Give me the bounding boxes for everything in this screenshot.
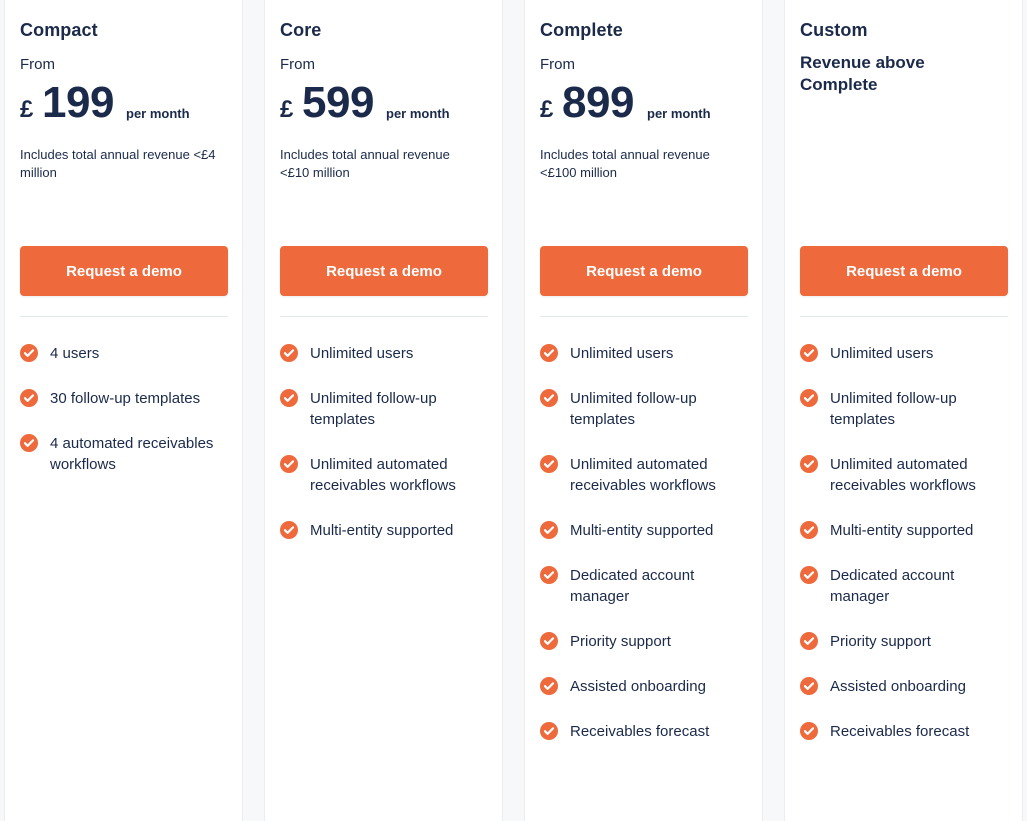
request-demo-button[interactable]: Request a demo — [540, 246, 748, 296]
plan-name: Complete — [540, 20, 623, 40]
divider — [20, 316, 228, 317]
check-circle-icon — [540, 566, 558, 584]
feature-label: Multi-entity supported — [830, 522, 974, 539]
feature-item — [800, 565, 1000, 607]
divider — [540, 316, 748, 317]
from-label: From — [20, 56, 55, 73]
price-period: per month — [647, 106, 711, 121]
price-amount: 599 — [302, 78, 374, 127]
revenue-note: Includes total annual revenue <£4 million — [20, 147, 216, 180]
feature-label: Multi-entity supported — [570, 522, 714, 539]
feature-item — [20, 433, 220, 475]
plan-subtitle: Revenue above Complete — [800, 53, 925, 94]
feature-label: Unlimited automated receivables workflows — [310, 456, 456, 494]
check-circle-icon — [540, 521, 558, 539]
request-demo-button[interactable]: Request a demo — [800, 246, 1008, 296]
feature-label: Unlimited follow-up templates — [310, 390, 437, 428]
price-amount: 899 — [562, 78, 634, 127]
check-circle-icon — [280, 521, 298, 539]
feature-item — [800, 454, 1000, 496]
currency-symbol: £ — [20, 96, 34, 123]
divider — [280, 316, 488, 317]
feature-item — [540, 676, 740, 697]
currency-symbol: £ — [280, 96, 294, 123]
currency-symbol: £ — [540, 96, 554, 123]
check-circle-icon — [540, 677, 558, 695]
check-circle-icon — [280, 455, 298, 473]
feature-label: Receivables forecast — [830, 723, 970, 740]
price-period: per month — [126, 106, 190, 121]
plan-name: Compact — [20, 20, 98, 40]
check-circle-icon — [800, 722, 818, 740]
feature-item — [540, 721, 740, 742]
feature-item — [280, 520, 480, 541]
plan-name: Custom — [800, 20, 868, 40]
feature-label: Priority support — [570, 633, 671, 650]
feature-label: Assisted onboarding — [570, 678, 706, 695]
check-circle-icon — [280, 389, 298, 407]
plan-card-core — [264, 0, 503, 821]
feature-label: Unlimited users — [570, 345, 674, 362]
feature-label: Unlimited follow-up templates — [570, 390, 697, 428]
feature-label: Unlimited follow-up templates — [830, 390, 957, 428]
feature-item — [800, 721, 1000, 742]
plan-name: Core — [280, 20, 322, 40]
feature-label: 4 automated receivables workflows — [50, 435, 214, 473]
check-circle-icon — [540, 344, 558, 362]
feature-item — [540, 343, 740, 364]
check-circle-icon — [800, 389, 818, 407]
plan-card-custom — [784, 0, 1023, 821]
feature-item — [20, 343, 220, 364]
feature-item — [800, 631, 1000, 652]
feature-label: Unlimited users — [310, 345, 414, 362]
feature-label: Receivables forecast — [570, 723, 710, 740]
feature-item — [280, 388, 480, 430]
feature-item — [280, 454, 480, 496]
check-circle-icon — [800, 632, 818, 650]
divider — [800, 316, 1008, 317]
feature-item — [800, 388, 1000, 430]
request-demo-button[interactable]: Request a demo — [20, 246, 228, 296]
feature-item — [800, 520, 1000, 541]
feature-item — [540, 388, 740, 430]
check-circle-icon — [20, 389, 38, 407]
feature-item — [20, 388, 220, 409]
feature-item — [540, 631, 740, 652]
check-circle-icon — [800, 521, 818, 539]
feature-item — [540, 520, 740, 541]
feature-label: Multi-entity supported — [310, 522, 454, 539]
feature-label: Assisted onboarding — [830, 678, 966, 695]
check-circle-icon — [540, 632, 558, 650]
check-circle-icon — [20, 344, 38, 362]
check-circle-icon — [800, 677, 818, 695]
check-circle-icon — [20, 434, 38, 452]
feature-item — [540, 565, 740, 607]
feature-label: Unlimited automated receivables workflows — [830, 456, 976, 494]
revenue-note: Includes total annual revenue <£10 million — [280, 147, 450, 180]
feature-label: Unlimited automated receivables workflows — [570, 456, 716, 494]
feature-item — [800, 343, 1000, 364]
feature-item — [800, 676, 1000, 697]
check-circle-icon — [280, 344, 298, 362]
check-circle-icon — [540, 389, 558, 407]
feature-item — [280, 343, 480, 364]
feature-list — [20, 343, 228, 499]
feature-label: 30 follow-up templates — [50, 390, 201, 407]
request-demo-button[interactable]: Request a demo — [280, 246, 488, 296]
feature-label: Dedicated account manager — [830, 567, 955, 605]
check-circle-icon — [540, 455, 558, 473]
check-circle-icon — [800, 344, 818, 362]
feature-list — [280, 343, 488, 565]
check-circle-icon — [540, 722, 558, 740]
revenue-note: Includes total annual revenue <£100 million — [540, 147, 710, 180]
check-circle-icon — [800, 566, 818, 584]
feature-label: Unlimited users — [830, 345, 934, 362]
check-circle-icon — [800, 455, 818, 473]
feature-label: Priority support — [830, 633, 931, 650]
plan-card-complete — [524, 0, 763, 821]
feature-item — [540, 454, 740, 496]
feature-list — [540, 343, 748, 766]
feature-label: Dedicated account manager — [570, 567, 695, 605]
from-label: From — [540, 56, 575, 73]
plan-card-compact — [4, 0, 243, 821]
feature-label: 4 users — [50, 345, 100, 362]
price-period: per month — [386, 106, 450, 121]
price-amount: 199 — [42, 78, 114, 127]
from-label: From — [280, 56, 315, 73]
feature-list — [800, 343, 1008, 766]
